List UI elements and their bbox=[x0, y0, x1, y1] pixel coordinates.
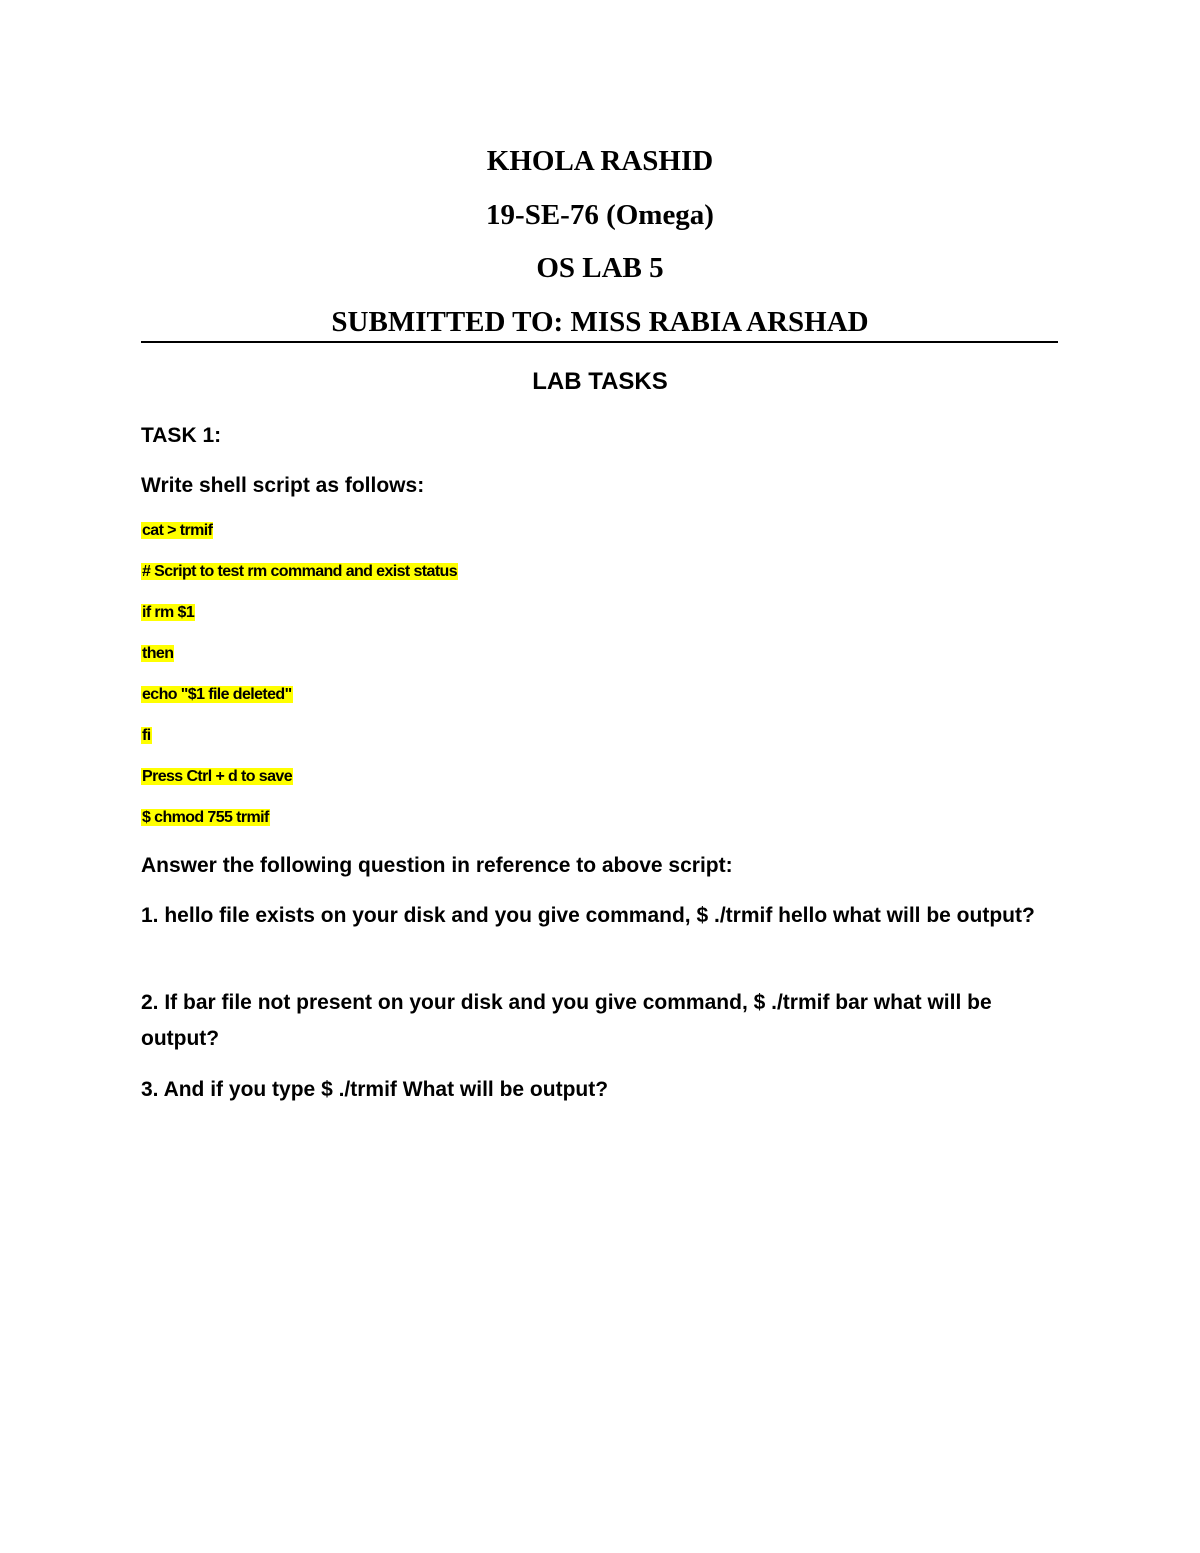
code-line-text: echo "$1 file deleted" bbox=[142, 686, 292, 703]
task-intro: Write shell script as follows: bbox=[141, 474, 425, 497]
code-line bbox=[141, 807, 270, 829]
lab-title: OS LAB 5 bbox=[536, 252, 664, 284]
code-line bbox=[141, 643, 174, 665]
code-line-text: cat > trmif bbox=[142, 522, 213, 539]
code-line bbox=[141, 766, 293, 788]
code-line bbox=[141, 602, 195, 624]
code-line-text: fi bbox=[142, 727, 151, 744]
code-line-text: if rm $1 bbox=[142, 604, 195, 621]
code-line-text: # Script to test rm command and exist status bbox=[142, 563, 458, 580]
question-2: 2. If bar file not present on your disk and you give command, $ ./trmif bar what will be output? bbox=[141, 991, 992, 1050]
code-line bbox=[141, 684, 293, 706]
question-1: 1. hello file exists on your disk and you give command, $ ./trmif hello what will be output? bbox=[141, 904, 1035, 927]
code-line-text: $ chmod 755 trmif bbox=[142, 809, 269, 826]
roll-number: 19-SE-76 (Omega) bbox=[486, 199, 714, 231]
header-divider bbox=[141, 341, 1058, 343]
question-3: 3. And if you type $ ./trmif What will be output? bbox=[141, 1078, 609, 1101]
code-line-text: Press Ctrl + d to save bbox=[142, 768, 292, 785]
code-line bbox=[141, 520, 213, 542]
author-name: KHOLA RASHID bbox=[486, 145, 714, 177]
code-line bbox=[141, 561, 458, 583]
section-title: LAB TASKS bbox=[532, 368, 668, 395]
code-line bbox=[141, 725, 152, 747]
code-line-text: then bbox=[142, 645, 174, 662]
answer-prompt: Answer the following question in reference to above script: bbox=[141, 854, 733, 877]
task-label: TASK 1: bbox=[141, 424, 222, 447]
submitted-to: SUBMITTED TO: MISS RABIA ARSHAD bbox=[331, 306, 869, 338]
